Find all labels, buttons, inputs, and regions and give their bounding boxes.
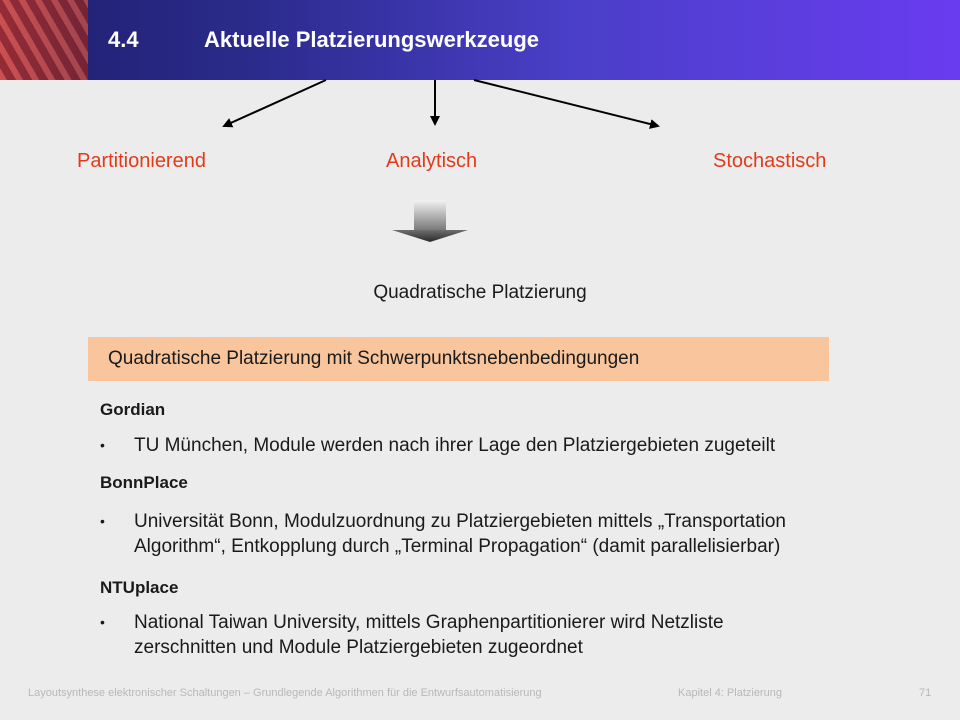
tool-name-gordian: Gordian xyxy=(100,400,166,419)
branch-arrows xyxy=(0,0,960,140)
arrow-left xyxy=(224,80,326,126)
section-title: Aktuelle Platzierungswerkzeuge xyxy=(204,27,539,52)
quadratic-placement-label: Quadratische Platzierung xyxy=(373,282,587,303)
page-number: 71 xyxy=(919,687,932,699)
bullet-text: TU München, Module werden nach ihrer Lage den Platziergebieten zugeteilt xyxy=(134,435,776,456)
category-partitionierend: Partitionierend xyxy=(77,150,206,172)
highlight-box xyxy=(88,337,829,381)
bullet-text-line-2: zerschnitten und Module Platziergebieten zugeordnet xyxy=(134,637,583,658)
tool-name-bonnplace: BonnPlace xyxy=(100,473,188,492)
highlight-text: Quadratische Platzierung mit Schwerpunktsnebenbedingungen xyxy=(108,348,640,369)
bullet-text-line-2: Algorithm“, Entkopplung durch „Terminal Propagation“ (damit parallelisierbar) xyxy=(134,536,781,557)
list-item xyxy=(100,433,930,458)
arrow-right xyxy=(474,80,658,126)
bullet-icon: • xyxy=(100,513,105,529)
bullet-icon: • xyxy=(100,437,105,453)
tool-name-ntuplace: NTUplace xyxy=(100,578,179,597)
list-item xyxy=(100,610,930,660)
footer-course: Layoutsynthese elektronischer Schaltungen – Grundlegende Algorithmen für die Entwurfsautomatisierung xyxy=(28,687,542,699)
category-analytisch: Analytisch xyxy=(386,150,478,172)
bullet-text-line-1: National Taiwan University, mittels Graphenpartitionierer wird Netzliste xyxy=(134,612,724,633)
down-arrow-icon xyxy=(392,200,468,244)
category-stochastisch: Stochastisch xyxy=(713,150,827,172)
list-item xyxy=(100,509,930,559)
bullet-icon: • xyxy=(100,614,105,630)
footer-chapter: Kapitel 4: Platzierung xyxy=(678,687,782,699)
section-number: 4.4 xyxy=(108,27,139,52)
bullet-text-line-1: Universität Bonn, Modulzuordnung zu Platziergebieten mittels „Transportation xyxy=(134,511,786,532)
